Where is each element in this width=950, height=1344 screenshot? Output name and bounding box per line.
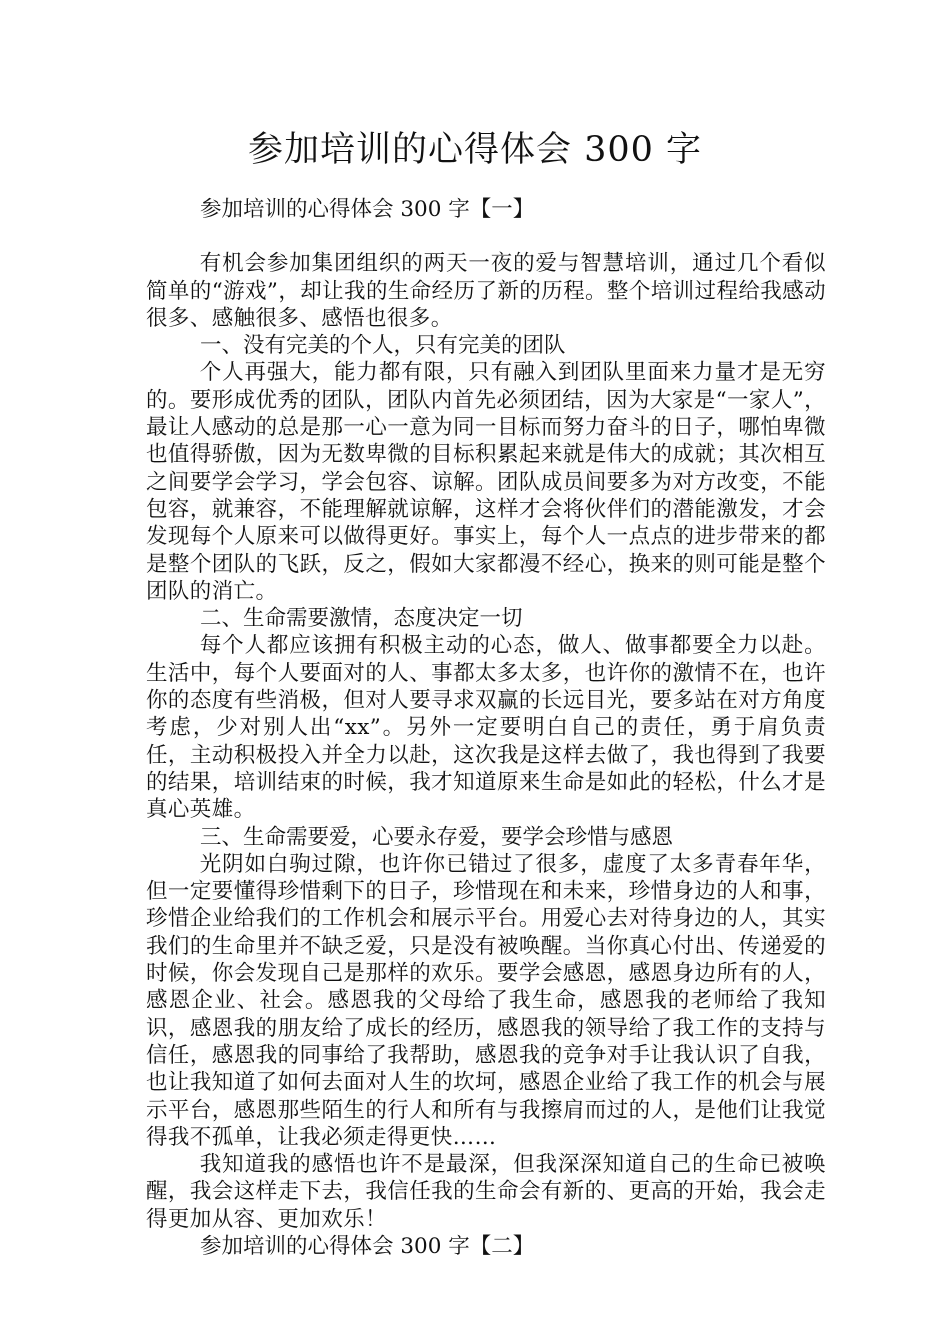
document-title: 参加培训的心得体会 300 字 <box>247 130 703 170</box>
paragraph-four: 我知道我的感悟也许不是最深，但我深深知道自己的生命已被唤醒，我会这样走下去，我信任我的生命会有新的、更高的开始，我会走得更加从容、更加欢乐！ <box>146 1152 826 1232</box>
paragraph-two: 每个人都应该拥有积极主动的心态，做人、做事都要全力以赴。生活中，每个人要面对的人、事都太多太多，也许你的激情不在，也许你的态度有些消极，但对人要寻求双赢的长远目光，要多站在对方角度考虑，少对别人出“xx”。另外一定要明白自己的责任，勇于肩负责任，主动积极投入并全力以赴，这次我是这样去做了，我也得到了我要的结果，培训结束的时候，我才知道原来生命是如此的轻松，什么才是真心英雄。 <box>146 633 826 823</box>
paragraph-three: 光阴如白驹过隙，也许你已错过了很多，虚度了太多青春年华，但一定要懂得珍惜剩下的日子，珍惜现在和未来，珍惜身边的人和事，珍惜企业给我们的工作机会和展示平台。用爱心去对待身边的人，其实我们的生命里并不缺乏爱，只是没有被唤醒。当你真心付出、传递爱的时候，你会发现自己是那样的欢乐。要学会感恩，感恩身边所有的人，感恩企业、社会。感恩我的父母给了我生命，感恩我的老师给了我知识，感恩我的朋友给了成长的经历，感恩我的领导给了我工作的支持与信任，感恩我的同事给了我帮助，感恩我的竞争对手让我认识了自我，也让我知道了如何去面对人生的坎坷，感恩企业给了我工作的机会与展示平台，感恩那些陌生的行人和所有与我擦肩而过的人，是他们让我觉得我不孤单，让我必须走得更快…… <box>146 851 826 1150</box>
section-label-two: 参加培训的心得体会 300 字【二】 <box>200 1233 535 1259</box>
document-body <box>146 196 826 1260</box>
section-label-one: 参加培训的心得体会 300 字【一】 <box>200 197 535 222</box>
heading-two: 二、生命需要激情，态度决定一切 <box>200 606 523 632</box>
paragraph-one: 个人再强大，能力都有限，只有融入到团队里面来力量才是无穷的。要形成优秀的团队，团队内首先必须团结，因为大家是“一家人”，最让人感动的总是那一心一意为同一目标而努力奋斗的日子，哪怕卑微也值得骄傲，因为无数卑微的目标积累起来就是伟大的成就；其次相互之间要学会学习，学会包容、谅解。团队成员间要多为对方改变，不能包容，就兼容，不能理解就谅解，这样才会将伙伴们的潜能激发，才会发现每个人原来可以做得更好。事实上，每个人一点点的进步带来的都是整个团队的飞跃，反之，假如大家都漫不经心，换来的则可能是整个团队的消亡。 <box>146 360 826 604</box>
heading-one: 一、没有完美的个人，只有完美的团队 <box>200 333 566 359</box>
intro-paragraph: 有机会参加集团组织的两天一夜的爱与智慧培训，通过几个看似简单的“游戏”，却让我的生命经历了新的历程。整个培训过程给我感动很多、感触很多、感悟也很多。 <box>146 251 826 331</box>
heading-three: 三、生命需要爱，心要永存爱，要学会珍惜与感恩 <box>200 824 674 850</box>
